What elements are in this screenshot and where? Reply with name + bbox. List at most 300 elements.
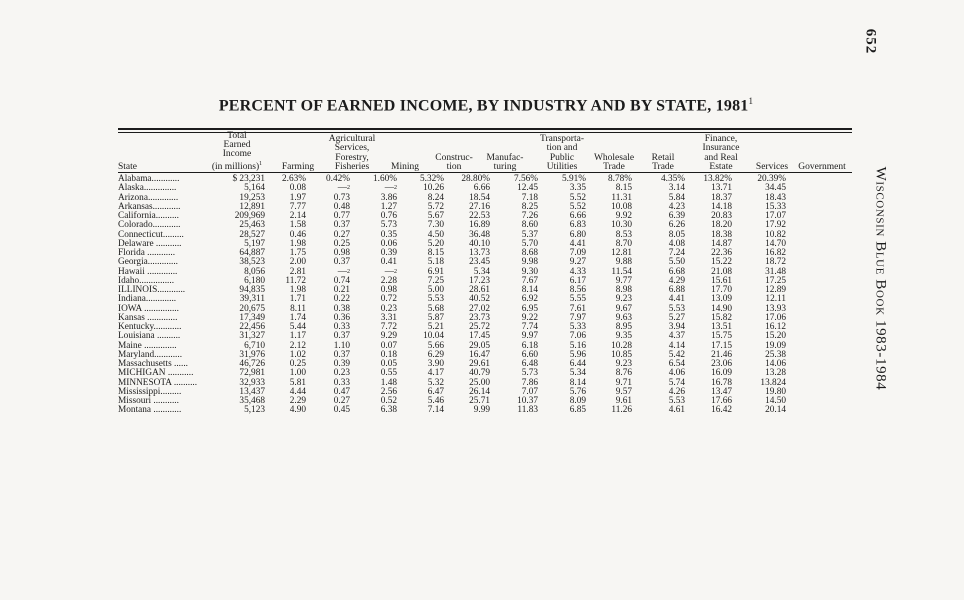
cell-mining: 6.38 — [380, 405, 397, 416]
cell-manufacturing: 25.00 — [469, 377, 490, 388]
cell-transport: 6.60 — [521, 349, 538, 360]
cell-farming: 1.98 — [289, 238, 306, 249]
cell-mining: 5.73 — [380, 220, 397, 231]
cell-manufacturing: 17.45 — [469, 331, 490, 342]
cell-agri: 0.37 — [333, 220, 350, 231]
cell-transport: 12.45 — [517, 183, 538, 194]
cell-services: 15.22 — [711, 257, 732, 268]
title-footnote-marker: 1 — [748, 96, 754, 106]
cell-mining: 9.29 — [380, 331, 397, 342]
cell-total: 5,197 — [244, 238, 265, 249]
cell-transport: 7.26 — [521, 211, 538, 221]
cell-mining: —$^2$ — [384, 266, 397, 277]
cell-manufacturing: 23.73 — [469, 312, 490, 323]
cell-finance: 4.08 — [668, 238, 685, 249]
cell-mining: 0.72 — [380, 294, 397, 305]
cell-transport: 10.37 — [517, 396, 538, 406]
cell-retail: 8.70 — [615, 238, 632, 249]
cell-government: 13.28 — [765, 368, 786, 379]
cell-construction: 5.87 — [427, 312, 444, 323]
cell-agri: —$^2$ — [337, 183, 350, 194]
cell-government: 15.20 — [765, 331, 786, 342]
cell-services: 18.37 — [711, 192, 732, 203]
cell-retail: 8.15 — [615, 183, 632, 194]
cell-manufacturing: 36.48 — [469, 229, 490, 240]
cell-services: 16.42 — [711, 405, 732, 416]
cell-mining: 0.41 — [380, 257, 397, 268]
cell-transport: 6.48 — [521, 359, 538, 369]
cell-manufacturing: 6.66 — [473, 183, 490, 194]
cell-finance: 8.05 — [668, 229, 685, 240]
cell-services: 13.47 — [711, 386, 732, 397]
cell-services: 21.46 — [711, 349, 732, 360]
cell-mining: 0.52 — [380, 396, 397, 406]
cell-services: 21.08 — [711, 266, 732, 277]
cell-manufacturing: 40.10 — [469, 238, 490, 249]
cell-retail: 11.26 — [611, 405, 632, 416]
cell-retail: 12.81 — [611, 248, 632, 258]
cell-total: 6,180 — [244, 275, 265, 286]
cell-manufacturing: 9.99 — [473, 405, 490, 416]
cell-mining: 2.56 — [380, 386, 397, 397]
cell-retail: 9.23 — [615, 294, 632, 305]
cell-transport: 9.22 — [521, 312, 538, 323]
cell-transport: 7.74 — [521, 322, 538, 332]
title-text: PERCENT OF EARNED INCOME, BY INDUSTRY AND BY STATE, 1981 — [218, 97, 749, 115]
cell-wholesale: 8.14 — [569, 377, 586, 388]
cell-agri: 0.33 — [333, 322, 350, 332]
cell-finance: 5.27 — [668, 312, 685, 323]
cell-agri: —$^2$ — [337, 266, 350, 277]
cell-total: 28,527 — [239, 229, 265, 240]
cell-construction: 5.20 — [427, 238, 444, 249]
cell-retail: 8.98 — [615, 285, 632, 295]
cell-mining: 7.72 — [380, 322, 397, 332]
cell-state: Connecticut......... — [118, 229, 184, 240]
cell-government: 13.824 — [760, 377, 786, 388]
cell-manufacturing: 40.79 — [469, 368, 490, 379]
cell-construction: 6.47 — [427, 386, 444, 397]
column-header-government: Government — [798, 161, 846, 172]
cell-finance: 5.84 — [668, 192, 685, 203]
cell-mining: 1.48 — [380, 377, 397, 388]
cell-construction: 8.15 — [427, 248, 444, 258]
cell-mining: 0.76 — [380, 211, 397, 221]
cell-manufacturing: 27.02 — [469, 303, 490, 314]
cell-wholesale: 4.33 — [569, 266, 586, 277]
cell-retail: 8.53 — [615, 229, 632, 240]
cell-construction: 5.46 — [427, 396, 444, 406]
cell-total: 5,123 — [244, 405, 265, 416]
cell-finance: 4.61 — [668, 405, 685, 416]
column-header-retail: Retail Trade — [651, 152, 675, 172]
cell-farming: 5.44 — [289, 322, 306, 332]
cell-mining: 0.23 — [380, 303, 397, 314]
cell-state: Massachusetts ...... — [118, 359, 188, 369]
cell-construction: 5.32 — [427, 377, 444, 388]
cell-finance: 3.94 — [668, 322, 685, 332]
cell-farming: 2.29 — [289, 396, 306, 406]
cell-retail: 8.76 — [615, 368, 632, 379]
cell-services: 20.83 — [711, 211, 732, 221]
cell-mining: —$^2$ — [384, 183, 397, 194]
cell-retail: 9.35 — [615, 331, 632, 342]
cell-construction: 4.50 — [427, 229, 444, 240]
cell-construction: 5.67 — [427, 211, 444, 221]
cell-total: 32,933 — [239, 377, 265, 388]
cell-wholesale: 7.61 — [569, 303, 586, 314]
cell-wholesale: 6.66 — [569, 211, 586, 221]
cell-state: Idaho............... — [118, 275, 175, 286]
cell-services: 13.71 — [711, 183, 732, 194]
cell-mining: 0.55 — [380, 368, 397, 379]
cell-farming: 1.17 — [289, 331, 306, 342]
cell-agri: 0.36 — [333, 312, 350, 323]
cell-retail: 10.08 — [611, 201, 632, 212]
cell-total: 20,675 — [239, 303, 265, 314]
cell-finance: 3.14 — [668, 183, 685, 194]
cell-construction: 5.68 — [427, 303, 444, 314]
cell-retail: 10.85 — [611, 349, 632, 360]
cell-farming: 1.98 — [289, 285, 306, 295]
cell-farming: 5.81 — [289, 377, 306, 388]
column-header-wholesale: Wholesale Trade — [593, 152, 635, 172]
column-header-construction: Construc- tion — [435, 152, 473, 172]
cell-wholesale: 5.33 — [569, 322, 586, 332]
cell-mining: 1.27 — [380, 201, 397, 212]
cell-agri: 0.22 — [333, 294, 350, 305]
cell-retail: 8.95 — [615, 322, 632, 332]
cell-government: 14.70 — [765, 238, 786, 249]
cell-retail: 9.57 — [615, 386, 632, 397]
cell-farming: 7.77 — [289, 201, 306, 212]
cell-retail: 9.88 — [615, 257, 632, 268]
cell-services: 16.78 — [711, 377, 732, 388]
cell-government: 15.33 — [765, 201, 786, 212]
cell-total: 31,976 — [239, 349, 265, 360]
cell-agri: 0.27 — [333, 229, 350, 240]
cell-manufacturing: 17.23 — [469, 275, 490, 286]
cell-wholesale: 7.06 — [569, 331, 586, 342]
cell-government: 18.72 — [765, 257, 786, 268]
cell-government: 17.06 — [765, 312, 786, 323]
cell-government: 13.93 — [765, 303, 786, 314]
cell-total: 25,463 — [239, 220, 265, 231]
cell-state: Arkansas............ — [118, 201, 181, 212]
cell-wholesale: 5.34 — [569, 368, 586, 379]
cell-agri: 0.77 — [333, 211, 350, 221]
cell-wholesale: 5.91% — [561, 174, 586, 184]
cell-finance: 5.50 — [668, 257, 685, 268]
cell-government: 17.25 — [765, 275, 786, 286]
column-header-mining: Mining — [391, 161, 419, 172]
cell-services: 23.06 — [711, 359, 732, 369]
cell-state: Kansas ............. — [118, 312, 178, 323]
cell-wholesale: 8.56 — [569, 285, 586, 295]
cell-government: 10.82 — [765, 229, 786, 240]
cell-wholesale: 3.35 — [569, 183, 586, 194]
cell-finance: 4.23 — [668, 201, 685, 212]
cell-state: Indiana............. — [118, 294, 177, 305]
column-header-farming: Farming — [281, 161, 315, 172]
cell-finance: 6.54 — [668, 359, 685, 369]
cell-manufacturing: 25.72 — [469, 322, 490, 332]
cell-manufacturing: 26.14 — [469, 386, 490, 397]
cell-agri: 0.48 — [333, 201, 350, 212]
header-bottom-rule — [118, 172, 852, 173]
cell-government: 17.92 — [765, 220, 786, 231]
cell-mining: 0.06 — [380, 238, 397, 249]
cell-agri: 0.25 — [333, 238, 350, 249]
cell-farming: 2.00 — [289, 257, 306, 268]
cell-services: 13.82% — [703, 174, 732, 184]
cell-finance: 5.53 — [668, 303, 685, 314]
cell-state: ILLINOIS............ — [118, 285, 186, 295]
column-header-total: Total Earned Income (in millions)$^1$ — [211, 131, 263, 172]
cell-state: Colorado............ — [118, 220, 181, 231]
cell-total: 5,164 — [244, 183, 265, 194]
cell-wholesale: 5.96 — [569, 349, 586, 360]
cell-wholesale: 7.97 — [569, 312, 586, 323]
cell-wholesale: 5.76 — [569, 386, 586, 397]
cell-agri: 0.37 — [333, 257, 350, 268]
cell-farming: 1.58 — [289, 220, 306, 231]
cell-manufacturing: 13.73 — [469, 248, 490, 258]
cell-manufacturing: 29.05 — [469, 340, 490, 351]
cell-services: 14.87 — [711, 238, 732, 249]
cell-finance: 4.29 — [668, 275, 685, 286]
cell-construction: 5.18 — [427, 257, 444, 268]
cell-total: 38,523 — [239, 257, 265, 268]
cell-finance: 5.53 — [668, 396, 685, 406]
cell-total: 31,327 — [239, 331, 265, 342]
cell-agri: 1.10 — [333, 340, 350, 351]
cell-farming: 1.02 — [289, 349, 306, 360]
cell-construction: 5.21 — [427, 322, 444, 332]
cell-government: 14.06 — [765, 359, 786, 369]
cell-government: 19.09 — [765, 340, 786, 351]
cell-state: Florida ............ — [118, 248, 176, 258]
cell-transport: 6.92 — [521, 294, 538, 305]
cell-government: 16.82 — [765, 248, 786, 258]
cell-finance: 7.24 — [668, 248, 685, 258]
cell-construction: 5.72 — [427, 201, 444, 212]
cell-mining: 0.05 — [380, 359, 397, 369]
cell-farming: 4.44 — [289, 386, 306, 397]
cell-construction: 5.32% — [419, 174, 444, 184]
cell-total: 17,349 — [239, 312, 265, 323]
cell-mining: 3.86 — [380, 192, 397, 203]
cell-government: 19.80 — [765, 386, 786, 397]
cell-total: 64,887 — [239, 248, 265, 258]
cell-state: MINNESOTA .......... — [118, 377, 198, 388]
cell-farming: 1.74 — [289, 312, 306, 323]
cell-transport: 6.18 — [521, 340, 538, 351]
cell-mining: 0.39 — [380, 248, 397, 258]
cell-transport: 7.67 — [521, 275, 538, 286]
cell-mining: 0.18 — [380, 349, 397, 360]
cell-total: 39,311 — [239, 294, 265, 305]
cell-agri: 0.45 — [333, 405, 350, 416]
cell-transport: 5.37 — [521, 229, 538, 240]
cell-government: 17.07 — [765, 211, 786, 221]
cell-retail: 9.67 — [615, 303, 632, 314]
cell-total: 6,710 — [244, 340, 265, 351]
cell-state: Georgia............. — [118, 257, 178, 268]
cell-retail: 9.77 — [615, 275, 632, 286]
cell-construction: 7.25 — [427, 275, 444, 286]
cell-transport: 9.98 — [521, 257, 538, 268]
cell-wholesale: 9.27 — [569, 257, 586, 268]
cell-agri: 0.33 — [333, 377, 350, 388]
cell-total: 19,253 — [239, 192, 265, 203]
cell-total: 35,468 — [239, 396, 265, 406]
cell-state: Hawaii ............. — [118, 266, 178, 277]
cell-services: 14.18 — [711, 201, 732, 212]
cell-services: 15.61 — [711, 275, 732, 286]
cell-transport: 6.95 — [521, 303, 538, 314]
column-header-state: State — [118, 161, 137, 172]
cell-state: Maryland............ — [118, 349, 183, 360]
cell-state: MICHIGAN ........... — [118, 368, 194, 379]
column-header-agri: Agricultural Services, Forestry, Fisheries — [328, 134, 376, 172]
cell-finance: 5.42 — [668, 349, 685, 360]
cell-transport: 11.83 — [517, 405, 538, 416]
cell-agri: 0.73 — [333, 192, 350, 203]
cell-government: 25.38 — [765, 349, 786, 360]
cell-state: Delaware ........... — [118, 238, 182, 249]
cell-farming: 1.00 — [289, 368, 306, 379]
cell-wholesale: 6.83 — [569, 220, 586, 231]
cell-state: Maine .............. — [118, 340, 177, 351]
page-title — [118, 96, 854, 115]
cell-agri: 0.37 — [333, 349, 350, 360]
cell-government: 12.11 — [765, 294, 786, 305]
cell-transport: 8.14 — [521, 285, 538, 295]
cell-manufacturing: 40.52 — [469, 294, 490, 305]
cell-total: 8,056 — [244, 266, 265, 277]
cell-construction: 5.66 — [427, 340, 444, 351]
cell-wholesale: 7.09 — [569, 248, 586, 258]
cell-government: 16.12 — [765, 322, 786, 332]
cell-finance: 4.35% — [660, 174, 685, 184]
cell-finance: 6.68 — [668, 266, 685, 277]
cell-farming: 1.71 — [289, 294, 306, 305]
cell-total: 13,437 — [239, 386, 265, 397]
cell-wholesale: 6.85 — [569, 405, 586, 416]
page-number: 652 — [862, 28, 879, 55]
table-row — [118, 406, 852, 415]
cell-farming: 8.11 — [290, 303, 306, 314]
cell-retail: 10.28 — [611, 340, 632, 351]
cell-finance: 4.14 — [668, 340, 685, 351]
cell-finance: 4.06 — [668, 368, 685, 379]
cell-farming: 1.97 — [289, 192, 306, 203]
cell-construction: 10.26 — [423, 183, 444, 194]
cell-agri: 0.39 — [333, 359, 350, 369]
cell-transport: 9.30 — [521, 266, 538, 277]
cell-services: 16.09 — [711, 368, 732, 379]
table-body — [118, 175, 852, 416]
cell-construction: 8.24 — [427, 192, 444, 203]
cell-mining: 1.60% — [372, 174, 397, 184]
cell-retail: 11.54 — [611, 266, 632, 277]
cell-services: 17.66 — [711, 396, 732, 406]
cell-transport: 8.68 — [521, 248, 538, 258]
cell-finance: 4.41 — [668, 294, 685, 305]
cell-government: 34.45 — [765, 183, 786, 194]
cell-state: Arizona............. — [118, 192, 179, 203]
cell-wholesale: 4.41 — [569, 238, 586, 249]
cell-transport: 7.56% — [513, 174, 538, 184]
cell-services: 15.75 — [711, 331, 732, 342]
cell-state: IOWA ............... — [118, 303, 179, 314]
cell-manufacturing: 23.45 — [469, 257, 490, 268]
cell-farming: 2.14 — [289, 211, 306, 221]
cell-retail: 9.92 — [615, 211, 632, 221]
cell-transport: 8.60 — [521, 220, 538, 231]
cell-finance: 5.74 — [668, 377, 685, 388]
cell-transport: 9.97 — [521, 331, 538, 342]
cell-services: 13.51 — [711, 322, 732, 332]
cell-mining: 0.98 — [380, 285, 397, 295]
cell-manufacturing: 16.89 — [469, 220, 490, 231]
cell-retail: 9.23 — [615, 359, 632, 369]
cell-services: 22.36 — [711, 248, 732, 258]
cell-government: 31.48 — [765, 266, 786, 277]
cell-retail: 9.61 — [615, 396, 632, 406]
cell-manufacturing: 27.16 — [469, 201, 490, 212]
cell-agri: 0.42% — [325, 174, 350, 184]
cell-total: 209,969 — [234, 211, 265, 221]
cell-mining: 2.28 — [380, 275, 397, 286]
cell-finance: 6.26 — [668, 220, 685, 231]
cell-government: 14.50 — [765, 396, 786, 406]
cell-wholesale: 8.09 — [569, 396, 586, 406]
cell-farming: 2.12 — [289, 340, 306, 351]
column-header-finance: Finance, Insurance and Real Estate — [702, 134, 740, 172]
cell-retail: 9.63 — [615, 312, 632, 323]
cell-manufacturing: 28.61 — [469, 285, 490, 295]
cell-services: 15.82 — [711, 312, 732, 323]
cell-state: California.......... — [118, 211, 179, 221]
cell-transport: 8.25 — [521, 201, 538, 212]
cell-finance: 6.88 — [668, 285, 685, 295]
cell-agri: 0.74 — [333, 275, 350, 286]
cell-construction: 7.14 — [427, 405, 444, 416]
table-top-rule-thick — [118, 128, 852, 130]
cell-government: 20.39% — [757, 174, 786, 184]
cell-transport: 7.18 — [521, 192, 538, 203]
cell-manufacturing: 22.53 — [469, 211, 490, 221]
cell-transport: 5.70 — [521, 238, 538, 249]
cell-total: 94,835 — [239, 285, 265, 295]
cell-mining: 0.35 — [380, 229, 397, 240]
cell-services: 14.90 — [711, 303, 732, 314]
cell-construction: 3.90 — [427, 359, 444, 369]
cell-construction: 10.04 — [423, 331, 444, 342]
cell-farming: 1.75 — [289, 248, 306, 258]
cell-retail: 10.30 — [611, 220, 632, 231]
cell-farming: 4.90 — [289, 405, 306, 416]
cell-government: 20.14 — [765, 405, 786, 416]
column-header-transport: Transporta- tion and Public Utilities — [540, 134, 584, 172]
cell-services: 13.09 — [711, 294, 732, 305]
cell-manufacturing: 16.47 — [469, 349, 490, 360]
column-header-services: Services — [755, 161, 789, 172]
cell-manufacturing: 29.61 — [469, 359, 490, 369]
cell-mining: 3.31 — [380, 312, 397, 323]
